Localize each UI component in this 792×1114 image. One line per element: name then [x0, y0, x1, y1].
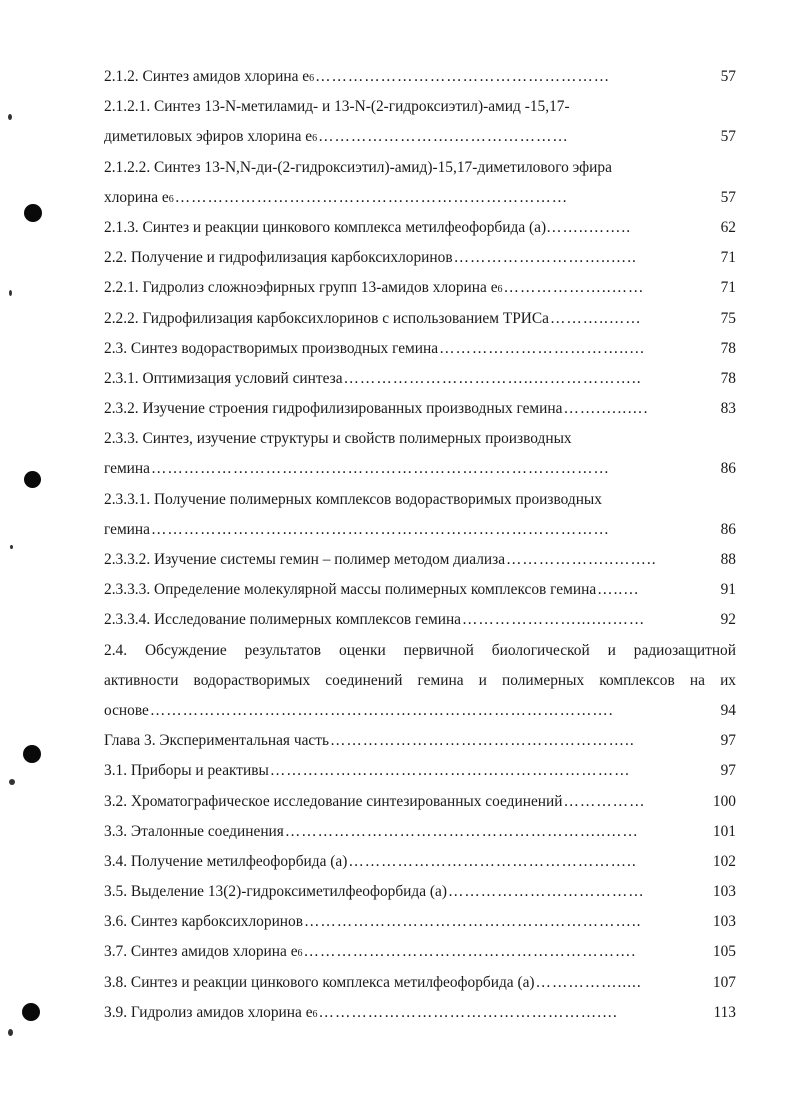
dot-leader: ……………………………… [448, 883, 645, 901]
toc-entry [104, 243, 736, 273]
toc-entry [104, 454, 736, 484]
page-number: 86 [720, 520, 736, 538]
toc-entry: хлорина e 6 ……………………………………………………………… 57 [104, 183, 736, 213]
page-number: 94 [720, 701, 736, 719]
page-number: 100 [712, 792, 736, 810]
toc-entry-title: 2.3.3. Синтез, изучение структуры и свойств полимерных производных [104, 430, 572, 448]
toc-entry-title: 3.6. Синтез карбоксихлоринов [104, 913, 304, 931]
toc-entry [104, 545, 736, 575]
toc-entry-title: 3.2. Хроматографическое исследование синтезированных соединений [104, 792, 563, 810]
scan-speck [8, 114, 12, 120]
toc-entry-title: 2.3.3.3. Определение молекулярной массы полимерных комплексов гемина [104, 581, 597, 599]
toc-entry-title: Глава 3. Экспериментальная часть [104, 732, 329, 750]
punch-hole [23, 745, 41, 763]
toc-entry-title: основе [104, 701, 149, 719]
toc-entry-title: 2.3.3.2. Изучение системы гемин – полимер методом диализа [104, 551, 506, 568]
toc-entry: 3.9. Гидролиз амидов хлорина e 6 …………………………………………….… 113 [104, 998, 736, 1028]
dot-leader: …………………………………………………….. [304, 913, 642, 931]
toc-entry: 3.7. Синтез амидов хлорина e 6 ……………………………………………………. 105 [104, 937, 736, 967]
toc-entry [104, 666, 736, 696]
toc-entry-title: гемина [104, 520, 150, 538]
toc-entry: диметиловых эфиров хлорина e 6 …………………….………………… 57 [104, 122, 736, 152]
toc-entry [104, 153, 736, 183]
toc-entry-title: 3.7. Синтез амидов хлорина e [104, 943, 298, 961]
toc-entry-title: активности водорастворимых соединений гемина и полимерных комплексов на их [104, 671, 736, 689]
toc-entry [104, 817, 736, 847]
toc-entry [104, 515, 736, 545]
table-of-contents [104, 62, 736, 1028]
page-number: 105 [712, 943, 736, 961]
toc-entry-title: 3.9. Гидролиз амидов хлорина e [104, 1003, 313, 1021]
page-number: 78 [720, 369, 736, 387]
dot-leader: ……………………………………………… [315, 68, 611, 85]
punch-hole [24, 471, 41, 488]
page-number: 103 [712, 913, 736, 931]
toc-entry-title: 2.1.3. Синтез и реакции цинкового комплекса метилфеофорбида (а)… [104, 218, 562, 236]
toc-entry-title: 2.3.3.1. Получение полимерных комплексов водорастворимых производных [104, 490, 602, 508]
toc-entry-title: 2.2.2. Гидрофилизация карбоксихлоринов с использованием ТРИСа [104, 309, 550, 327]
toc-entry [104, 726, 736, 756]
page-number: 91 [720, 581, 736, 599]
toc-entry-title: 2.1.2.2. Синтез 13-N,N-ди-(2-гидроксиэтил)-амид)-15,17-диметилового эфира [104, 158, 612, 176]
toc-entry-title: 2.2. Получение и гидрофилизация карбоксихлоринов [104, 249, 453, 267]
dot-leader: …………………………………………….… [318, 1003, 619, 1021]
toc-entry-title: 2.3.2. Изучение строения гидрофилизированных производных гемина [104, 400, 563, 418]
dot-leader: ………………………………………………………………………… [150, 460, 610, 478]
toc-entry-title: 3.1. Приборы и реактивы [104, 762, 269, 780]
punch-hole [24, 204, 42, 222]
toc-entry [104, 485, 736, 515]
page-number: 101 [712, 822, 736, 840]
toc-entry-title: хлорина e [104, 188, 169, 206]
toc-entry [104, 907, 736, 937]
dot-leader: …..…….. [562, 218, 632, 236]
page-number: 71 [720, 249, 736, 267]
dot-leader: ……………………………………………………. [303, 943, 637, 961]
page-number: 57 [720, 128, 736, 146]
toc-entry [104, 424, 736, 454]
toc-entry-title: 3.3. Эталонные соединения [104, 822, 284, 840]
page-number: 103 [712, 883, 736, 901]
dot-leader: ………………………………………………………………………… [150, 520, 610, 538]
page-number: 97 [720, 732, 736, 750]
page-number: 57 [720, 68, 736, 85]
toc-entry-title: 2.1.2. Синтез амидов хлорина e [104, 68, 310, 85]
page-number: 71 [720, 279, 736, 297]
page-number: 62 [720, 218, 736, 236]
dot-leader: …………………………………………….. [348, 852, 637, 870]
toc-entry: 2.1.2. Синтез амидов хлорина e 6 ……………………………………………… 57 [104, 62, 736, 92]
toc-entry [104, 92, 736, 122]
toc-entry [104, 787, 736, 817]
page-number: 86 [720, 460, 736, 478]
toc-entry-title: 2.3.3.4. Исследование полимерных комплексов гемина [104, 611, 462, 629]
page-number: 92 [720, 611, 736, 629]
toc-entry-title: 2.2.1. Гидролиз сложноэфирных групп 13-амидов хлорина e [104, 279, 498, 297]
page-number: 102 [712, 852, 736, 870]
toc-entry-title: 3.4. Получение метилфеофорбида (а) [104, 852, 348, 870]
dot-leader: ………………..…… [503, 279, 645, 297]
dot-leader: ……………..... [535, 973, 642, 991]
page-number: 83 [720, 400, 736, 418]
dot-leader: ……………………………………………….. [330, 732, 635, 750]
punch-hole [22, 1003, 40, 1021]
toc-entry [104, 334, 736, 364]
toc-entry [104, 877, 736, 907]
page-number: 97 [720, 762, 736, 780]
toc-entry-title: 3.5. Выделение 13(2)-гидроксиметилфеофорбида (а) [104, 883, 447, 901]
page-number: 78 [720, 339, 736, 357]
toc-entry-title: 2.3. Синтез водорастворимых производных гемина [104, 339, 439, 357]
scan-speck [8, 1029, 13, 1036]
toc-entry-title: диметиловых эфиров хлорина e [104, 128, 313, 146]
dot-leader: ……………………………..……………….. [343, 369, 642, 387]
toc-entry-title: 2.1.2.1. Синтез 13-N-метиламид- и 13-N-(2-гидроксиэтил)-амид -15,17- [104, 98, 570, 116]
page-number: 107 [712, 973, 736, 991]
page-number: 113 [713, 1003, 736, 1021]
dot-leader: …..… [597, 581, 640, 599]
dot-leader: ……………………………..… [439, 339, 646, 357]
page-number: 75 [720, 309, 736, 327]
toc-entry [104, 756, 736, 786]
dot-leader: …………… [563, 792, 646, 810]
toc-entry [104, 304, 736, 334]
toc-entry-title: гемина [104, 460, 150, 478]
toc-entry [104, 605, 736, 635]
dot-leader: …….…..…. [563, 400, 649, 418]
dot-leader: …………………...….…… [462, 611, 646, 629]
toc-entry-title: 2.3.1. Оптимизация условий синтеза [104, 369, 343, 387]
scan-speck [9, 290, 12, 296]
page-number: 57 [720, 188, 736, 206]
dot-leader: …………………………………………………..…… [284, 822, 639, 840]
scan-speck [9, 779, 15, 785]
dot-leader: ……………………………………………………………… [174, 188, 569, 206]
toc-entry: 2.2.1. Гидролиз сложноэфирных групп 13-амидов хлорина e 6 ………………..…… 71 [104, 273, 736, 303]
toc-entry [104, 575, 736, 605]
toc-entry [104, 394, 736, 424]
dot-leader: ………………………………………………………… [269, 762, 631, 780]
toc-entry [104, 364, 736, 394]
toc-entry [104, 636, 736, 666]
toc-entry-title: 2.4. Обсуждение результатов оценки первичной биологической и радиозащитной [104, 641, 736, 659]
toc-entry [104, 847, 736, 877]
toc-entry [104, 968, 736, 998]
toc-entry-title: 3.8. Синтез и реакции цинкового комплекса метилфеофорбида (а) [104, 973, 535, 991]
dot-leader: …………………………………………………………………………. [149, 701, 614, 719]
dot-leader: ………………..…….. [506, 551, 657, 568]
dot-leader: …………………….………………… [318, 128, 569, 146]
toc-entry [104, 696, 736, 726]
page-number: 88 [720, 551, 736, 568]
toc-entry [104, 213, 736, 243]
dot-leader: ………………………..….. [453, 249, 637, 267]
dot-leader: ………..…… [550, 309, 642, 327]
scan-speck [10, 545, 13, 549]
